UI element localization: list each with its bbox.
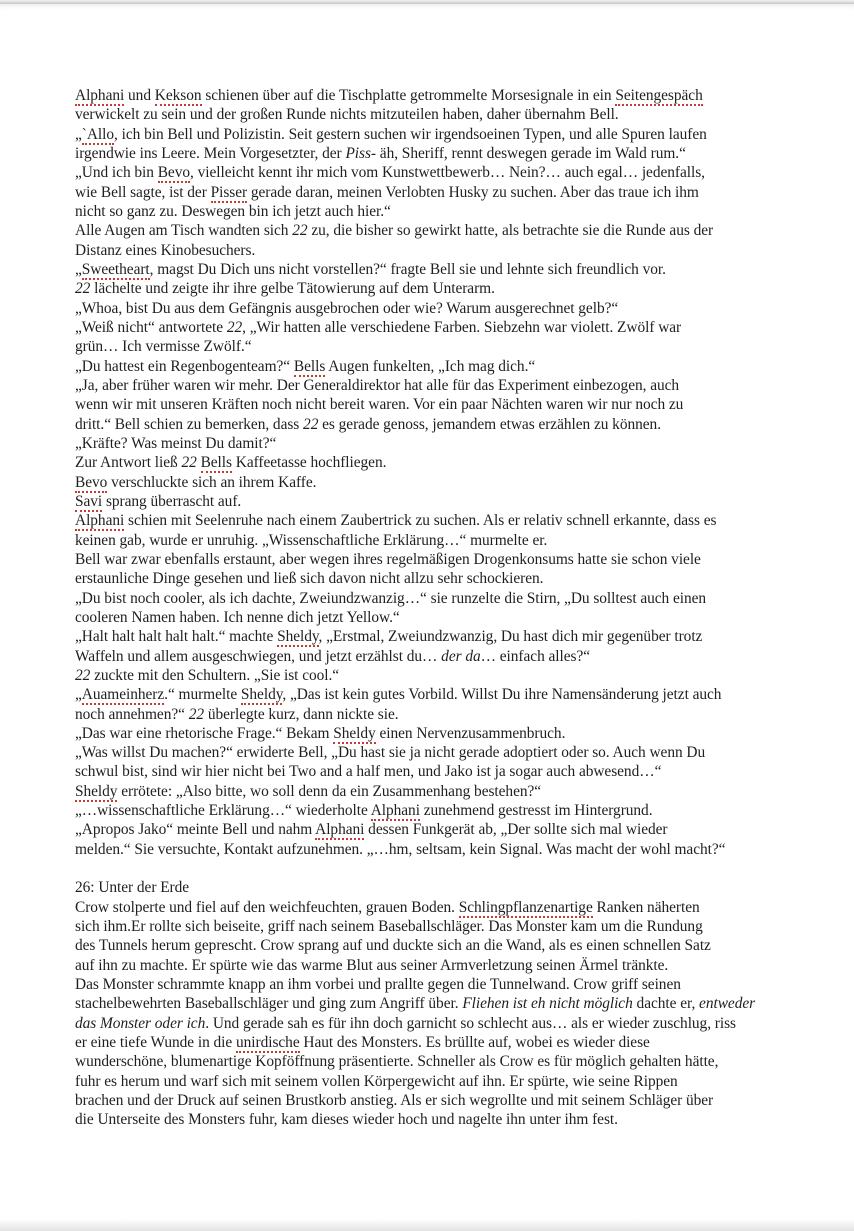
text-segment: erstaunliche Dinge gesehen und ließ sich davon nicht allzu sehr schockieren. [75,570,544,588]
text-segment: gerade daran, meinen Verlobten Husky zu suchen. Aber das traue ich ihm [247,183,699,201]
misspelled-word: Auameinherz [81,686,165,704]
text-segment: „Und ich bin [75,164,158,182]
text-segment: wunderschöne, blumenartige Kopföffnung präsentierte. Schneller als Crow es für möglich gehalten hätte, [75,1053,719,1071]
text-line[interactable] [75,569,788,588]
text-line[interactable] [75,531,788,550]
text-line[interactable] [75,1014,788,1033]
misspelled-word: Pisser [210,183,248,201]
text-segment: „Apropos Jako“ meinte Bell und nahm [75,821,316,839]
misspelled-word: `Allo [81,125,115,143]
misspelled-word: Sheldy [333,724,376,742]
text-segment: schien mit Seelenruhe nach einem Zaubertrick zu suchen. Als er relativ schnell erkannte, dass es [124,512,717,530]
text-line[interactable] [75,241,788,260]
text-segment: Kaffeetasse hochfliegen. [231,454,387,472]
text-segment: Bell war zwar ebenfalls erstaunt, aber wegen ihres regelmäßigen Drogenkonsums hatte sie schon viele [75,550,701,568]
text-segment: Distanz eines Kinobesuchers. [75,241,256,259]
blank-line[interactable] [75,859,788,878]
text-line[interactable] [75,279,788,298]
text-line[interactable] [75,163,788,182]
text-segment: Waffeln und allem ausgeschwiegen, und jetzt erzählst du… [75,647,442,665]
text-segment: Crow stolperte und fiel auf den weichfeuchten, grauen Boden. [75,898,459,916]
text-segment: 22 [226,318,243,336]
text-line[interactable] [75,1091,788,1110]
text-line[interactable] [75,647,788,666]
misspelled-word: Bevo [157,164,190,182]
text-segment: entweder [699,995,756,1013]
text-segment: . Und gerade sah es für ihn doch garnicht so schlecht aus… als er wieder zuschlug, riss [205,1014,736,1032]
text-line[interactable] [75,762,788,781]
text-segment: überlegte kurz, dann nickte sie. [204,705,399,723]
text-line[interactable] [75,994,788,1013]
text-segment: „ [75,686,82,704]
text-segment: Zur Antwort ließ [75,454,182,472]
text-segment: wenn wir mit unseren Kräften noch nicht bereit waren. Vor ein paar Nächten waren wir nur noch zu [75,396,684,414]
text-segment: noch annehmen?“ [75,705,189,723]
text-segment: 22 [188,705,205,723]
text-segment: Augen funkelten, „Ich mag dich.“ [325,357,536,375]
misspelled-word: Sheldy [240,686,283,704]
text-segment: verschluckte sich an ihrem Kaffe. [107,473,317,491]
page-bottom-shadow [0,1220,854,1231]
text-segment: fuhr es herum und warf sich mit seinem vollen Körpergewicht auf ihn. Er spürte, wie seine Rippen [75,1072,678,1090]
text-line[interactable] [75,260,788,279]
text-segment: schwul bist, sind wir hier nicht bei Two and a half men, und Jako ist ja sogar auch abwesend…“ [75,763,662,781]
text-segment: 22 [75,666,91,684]
misspelled-word: Alphani [75,512,125,530]
text-line[interactable] [75,492,788,511]
text-segment: lächelte und zeigte ihr ihre gelbe Tätowierung auf dem Unterarm. [90,280,495,298]
text-segment: dritt.“ Bell schien zu bemerken, dass [75,415,304,433]
misspelled-word: Alphani [75,87,125,104]
text-segment: Alle Augen am Tisch wandten sich [75,222,293,240]
text-line[interactable] [75,86,788,105]
text-line[interactable] [75,589,788,608]
text-segment: verwickelt zu sein und der großen Runde nichts mitzuteilen haben, daher übernahm Bell. [75,106,619,124]
text-segment: brachen und der Druck auf seinen Brustkorb anstieg. Als er sich wegrollte und mit seinem Schläger über [75,1092,714,1110]
text-segment: „Whoa, bist Du aus dem Gefängnis ausgebrochen oder wie? Warum ausgerechnet gelb?“ [75,299,619,317]
text-segment: einen Nervenzusammenbruch. [375,724,566,742]
text-segment: keinen gab, wurde er unruhig. „Wissenschaftliche Erklärung…“ murmelte er. [75,531,548,549]
text-segment: .“ murmelte [164,686,241,704]
text-segment: „Ja, aber früher waren wir mehr. Der Generaldirektor hat alle für das Experiment einbezogen, auch [75,376,680,394]
text-line[interactable] [75,511,788,530]
text-segment: 22 [292,222,308,240]
text-line[interactable] [75,221,788,240]
text-line[interactable] [75,975,788,994]
text-segment: zunehmend gestresst im Hintergrund. [419,802,653,820]
misspelled-word: Alphani [370,802,420,820]
text-segment: 22 [181,454,197,472]
text-line[interactable] [75,801,788,820]
document-content [0,4,854,1130]
text-line[interactable] [75,956,788,975]
text-segment: „Du hattest ein Regenbogenteam?“ [75,357,294,375]
text-line[interactable] [75,299,788,318]
misspelled-word: Schlingpflanzenartige [458,898,593,916]
text-segment: „…wissenschaftliche Erklärung…“ wiederholte [75,802,371,820]
text-segment: dessen Funkgerät ab, „Der sollte sich mal wieder [364,821,668,839]
text-line[interactable] [75,782,788,801]
text-segment: , „Wir hatten alle verschiedene Farben. Siebzehn war violett. Zwölf war [242,318,682,336]
text-segment: Piss- [345,144,376,162]
text-line[interactable] [75,144,788,163]
text-segment: die Unterseite des Monsters fuhr, kam dieses wieder hoch und nagelte ihn unter ihm fest. [75,1111,618,1129]
text-segment: es gerade genoss, jemandem etwas erzählen zu können. [318,415,661,433]
text-segment: … einfach alles?“ [480,647,591,665]
text-segment: grün… Ich vermisse Zwölf.“ [75,338,252,356]
text-line[interactable] [75,337,788,356]
text-segment: dachte er, [632,995,700,1013]
text-line[interactable] [75,318,788,337]
text-line[interactable] [75,743,788,762]
misspelled-word: Sweetheart [81,260,150,278]
text-line[interactable] [75,453,788,472]
text-segment: zu, die bisher so gewirkt hatte, als betrachte sie die Runde aus der [307,222,714,240]
text-segment: „ [75,260,82,278]
text-line[interactable] [75,936,788,955]
text-line[interactable] [75,395,788,414]
text-line[interactable] [75,105,788,124]
text-line[interactable] [75,357,788,376]
text-segment: „Was willst Du machen?“ erwiderte Bell, „Du hast sie ja nicht gerade adoptiert oder so. Auch wenn Du [75,744,706,762]
text-line[interactable] [75,627,788,646]
text-segment: er eine tiefe Wunde in die [75,1034,236,1052]
misspelled-word: Seitengespäch [615,87,703,104]
text-line[interactable] [75,608,788,627]
text-segment: „Du bist noch cooler, als ich dachte, Zweiundzwanzig…“ sie runzelte die Stirn, „Du solltest auch einen [75,589,707,607]
text-line[interactable] [75,434,788,453]
text-segment: cooleren Namen haben. Ich nenne dich jetzt Yellow.“ [75,608,400,626]
text-line[interactable] [75,1033,788,1052]
misspelled-word: Sheldy [277,628,319,646]
text-segment: 26: Unter der Erde [75,879,190,897]
text-segment: , ich bin Bell und Polizistin. Seit gestern suchen wir irgendsoeinen Typen, und alle Spuren laufen [114,125,707,143]
text-line[interactable] [75,550,788,569]
misspelled-word: Kekson [154,87,202,104]
misspelled-word: Alphani [315,821,365,839]
text-line[interactable] [75,376,788,395]
document-page[interactable] [0,4,854,1220]
text-segment: Haut des Monsters. Es brüllte auf, wobei es wieder diese [299,1034,650,1052]
text-segment: , vielleicht kennt ihr mich vom Kunstwettbewerb… Nein?… auch egal… jedenfalls, [190,164,705,182]
text-line[interactable] [75,840,788,859]
misspelled-word: Savi [75,492,103,510]
text-segment: , magst Du Dich uns nicht vorstellen?“ fragte Bell sie und lehnte sich freundlich vor. [149,260,666,278]
text-segment: „ [75,125,82,143]
text-segment: „Weiß nicht“ antwortete [75,318,227,336]
text-line[interactable] [75,125,788,144]
text-segment: „Kräfte? Was meinst Du damit?“ [75,434,277,452]
text-segment: des Tunnels herum geprescht. Crow sprang auf und duckte sich an die Wand, als es einen schnellen Satz [75,937,711,955]
text-line[interactable] [75,666,788,685]
text-segment: sich ihm.Er rollte sich beiseite, griff nach seinem Baseballschläger. Das Monster kam um die Rundung [75,918,703,936]
text-segment: auf ihn zu machte. Er spürte wie das warme Blut aus seiner Armverletzung seinen Ärmel tränkte. [75,956,669,974]
text-line[interactable] [75,1072,788,1091]
text-line[interactable] [75,1110,788,1129]
misspelled-word: Bevo [75,473,108,491]
text-line[interactable] [75,878,788,897]
text-line[interactable] [75,415,788,434]
text-line[interactable] [75,202,788,221]
text-segment: schienen über auf die Tischplatte getrommelte Morsesignale in ein [201,87,616,104]
text-segment: sprang überrascht auf. [102,492,242,510]
text-line[interactable] [75,183,788,202]
misspelled-word: Bells [200,454,232,472]
text-segment: nicht so ganz zu. Deswegen bin ich jetzt auch hier.“ [75,202,391,220]
text-segment: „Halt halt halt halt halt.“ machte [75,628,278,646]
text-segment: der da [441,647,481,665]
text-segment: zuckte mit den Schultern. „Sie ist cool.“ [90,666,340,684]
text-segment: stachelbewehrten Baseballschläger und ging zum Angriff über. [75,995,463,1013]
text-segment: 22 [75,280,91,298]
text-segment: wie Bell sagte, ist der [75,183,211,201]
misspelled-word: Sheldy [75,782,118,800]
text-segment: 22 [303,415,319,433]
text-segment: irgendwie ins Leere. Mein Vorgesetzter, der [75,144,346,162]
text-segment: melden.“ Sie versuchte, Kontakt aufzunehmen. „…hm, seltsam, kein Signal. Was macht der wohl macht?“ [75,840,726,858]
text-segment: errötete: „Also bitte, wo soll denn da ein Zusammenhang bestehen?“ [117,782,542,800]
text-line[interactable] [75,1052,788,1071]
text-segment: und [124,87,155,104]
text-line[interactable] [75,724,788,743]
text-line[interactable] [75,473,788,492]
text-segment: , „Das ist kein gutes Vorbild. Willst Du ihre Namensänderung jetzt auch [282,686,722,704]
text-segment: , „Erstmal, Zweiundzwanzig, Du hast dich mir gegenüber trotz [318,628,703,646]
text-line[interactable] [75,820,788,839]
misspelled-word: unirdische [236,1034,300,1052]
text-segment: „Das war eine rhetorische Frage.“ Bekam [75,724,334,742]
text-segment: das Monster oder ich [75,1014,206,1032]
text-segment: Fliehen ist eh nicht möglich [462,995,633,1013]
misspelled-word: Bells [293,357,326,375]
text-segment: äh, Sheriff, rennt deswegen gerade im Wald rum.“ [375,144,686,162]
text-segment: Ranken näherten [592,898,700,916]
text-segment: Das Monster schrammte knapp an ihm vorbei und prallte gegen die Tunnelwand. Crow griff seinen [75,976,681,994]
text-segment [197,454,201,471]
text-line[interactable] [75,705,788,724]
text-line[interactable] [75,685,788,704]
text-line[interactable] [75,898,788,917]
text-line[interactable] [75,917,788,936]
